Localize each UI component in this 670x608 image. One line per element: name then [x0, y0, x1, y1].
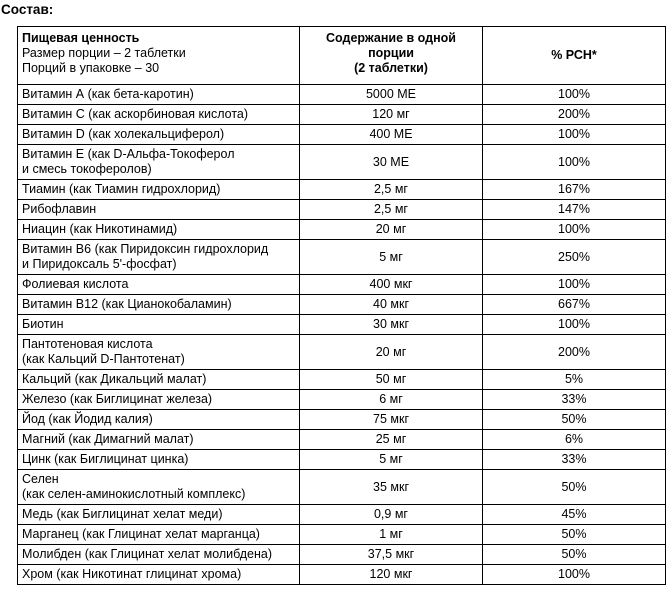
nutrient-amount: 2,5 мг — [300, 200, 483, 220]
header-amount-per-serving — [300, 27, 483, 85]
nutrient-name — [18, 410, 300, 430]
nutrient-name — [18, 525, 300, 545]
nutrient-name-line: (как селен-аминокислотный комплекс) — [22, 487, 246, 501]
nutrient-percent: 50% — [483, 410, 666, 430]
nutrient-name — [18, 505, 300, 525]
table-row — [18, 220, 666, 240]
nutrient-name-line: (как Кальций D-Пантотенат) — [22, 352, 185, 366]
nutrient-percent: 167% — [483, 180, 666, 200]
nutrient-amount: 30 мкг — [300, 315, 483, 335]
nutrient-name-line: Витамин А (как бета-каротин) — [22, 87, 194, 101]
nutrient-name-line: Пантотеновая кислота — [22, 337, 153, 351]
header-line: порции — [368, 46, 414, 60]
table-row — [18, 505, 666, 525]
nutrient-percent: 50% — [483, 525, 666, 545]
nutrient-amount: 50 мг — [300, 370, 483, 390]
nutrient-percent: 147% — [483, 200, 666, 220]
nutrient-percent: 45% — [483, 505, 666, 525]
nutrient-name-line: Магний (как Димагний малат) — [22, 432, 194, 446]
header-line: Пищевая ценность — [22, 31, 140, 45]
nutrient-percent: 33% — [483, 450, 666, 470]
nutrient-name — [18, 565, 300, 585]
nutrient-name — [18, 335, 300, 370]
nutrient-percent: 33% — [483, 390, 666, 410]
nutrient-percent: 50% — [483, 470, 666, 505]
table-header-row — [18, 27, 666, 85]
nutrient-percent: 100% — [483, 220, 666, 240]
nutrient-name — [18, 370, 300, 390]
nutrient-percent: 6% — [483, 430, 666, 450]
nutrient-amount: 1 мг — [300, 525, 483, 545]
nutrient-name — [18, 180, 300, 200]
nutrient-name — [18, 450, 300, 470]
header-line: Содержание в одной — [326, 31, 456, 45]
table-row — [18, 470, 666, 505]
table-row — [18, 410, 666, 430]
nutrient-name-line: Тиамин (как Тиамин гидрохлорид) — [22, 182, 221, 196]
nutrient-percent: 100% — [483, 145, 666, 180]
nutrient-percent: 667% — [483, 295, 666, 315]
table-row — [18, 370, 666, 390]
table-row — [18, 430, 666, 450]
nutrient-percent: 200% — [483, 335, 666, 370]
table-row — [18, 180, 666, 200]
table-row — [18, 545, 666, 565]
nutrient-name — [18, 275, 300, 295]
nutrient-name — [18, 545, 300, 565]
nutrient-amount: 20 мг — [300, 220, 483, 240]
nutrient-percent: 250% — [483, 240, 666, 275]
nutrient-name — [18, 85, 300, 105]
nutrient-name-line: Витамин С (как аскорбиновая кислота) — [22, 107, 249, 121]
nutrient-amount: 2,5 мг — [300, 180, 483, 200]
nutrient-name — [18, 125, 300, 145]
nutrient-name-line: Медь (как Биглицинат хелат меди) — [22, 507, 223, 521]
table-row — [18, 335, 666, 370]
nutrient-percent: 200% — [483, 105, 666, 125]
page-title: Состав: — [1, 2, 54, 17]
table-row — [18, 315, 666, 335]
nutrient-name — [18, 240, 300, 275]
nutrient-name-line: Фолиевая кислота — [22, 277, 129, 291]
nutrient-name-line: Йод (как Йодид калия) — [22, 412, 153, 426]
nutrient-name-line: Цинк (как Биглицинат цинка) — [22, 452, 189, 466]
table-row — [18, 200, 666, 220]
nutrient-name-line: Молибден (как Глицинат хелат молибдена) — [22, 547, 273, 561]
nutrient-name-line: Рибофлавин — [22, 202, 97, 216]
table-row — [18, 525, 666, 545]
nutrient-name-line: Витамин D (как холекальциферол) — [22, 127, 225, 141]
header-line: (2 таблетки) — [354, 61, 428, 75]
nutrient-amount: 120 мкг — [300, 565, 483, 585]
table-row — [18, 145, 666, 180]
nutrient-name-line: Витамин В12 (как Цианокобаламин) — [22, 297, 232, 311]
nutrient-name — [18, 220, 300, 240]
table-row — [18, 450, 666, 470]
nutrient-name-line: Железо (как Биглицинат железа) — [22, 392, 213, 406]
nutrient-amount: 400 мкг — [300, 275, 483, 295]
nutrient-amount: 6 мг — [300, 390, 483, 410]
nutrient-amount: 25 мг — [300, 430, 483, 450]
nutrient-amount: 37,5 мкг — [300, 545, 483, 565]
nutrient-name — [18, 200, 300, 220]
nutrient-percent: 100% — [483, 315, 666, 335]
nutrient-percent: 100% — [483, 125, 666, 145]
nutrient-amount: 5000 МЕ — [300, 85, 483, 105]
nutrient-amount: 0,9 мг — [300, 505, 483, 525]
nutrient-amount: 35 мкг — [300, 470, 483, 505]
nutrient-name-line: Селен — [22, 472, 59, 486]
nutrient-name — [18, 105, 300, 125]
nutrient-name — [18, 145, 300, 180]
nutrient-percent: 100% — [483, 565, 666, 585]
nutrient-name — [18, 390, 300, 410]
nutrient-name-line: Кальций (как Дикальций малат) — [22, 372, 207, 386]
header-nutrition-value — [18, 27, 300, 85]
nutrient-name — [18, 295, 300, 315]
nutrient-name — [18, 430, 300, 450]
table-row — [18, 105, 666, 125]
nutrient-amount: 5 мг — [300, 240, 483, 275]
table-row — [18, 275, 666, 295]
table-row — [18, 85, 666, 105]
nutrient-name-line: и смесь токоферолов) — [22, 162, 152, 176]
nutrient-amount: 75 мкг — [300, 410, 483, 430]
nutrient-name-line: Марганец (как Глицинат хелат марганца) — [22, 527, 260, 541]
nutrient-name — [18, 470, 300, 505]
nutrient-name-line: Хром (как Никотинат глицинат хрома) — [22, 567, 242, 581]
nutrient-percent: 100% — [483, 85, 666, 105]
nutrient-name — [18, 315, 300, 335]
nutrient-amount: 400 МЕ — [300, 125, 483, 145]
nutrient-name-line: Биотин — [22, 317, 64, 331]
header-line: Порций в упаковке – 30 — [22, 61, 160, 75]
nutrient-amount: 120 мг — [300, 105, 483, 125]
table-row — [18, 125, 666, 145]
table-row — [18, 390, 666, 410]
header-percent-rda: % РСН* — [483, 27, 666, 85]
nutrient-amount: 5 мг — [300, 450, 483, 470]
nutrient-amount: 20 мг — [300, 335, 483, 370]
nutrient-amount: 30 МЕ — [300, 145, 483, 180]
table-row — [18, 565, 666, 585]
nutrient-percent: 50% — [483, 545, 666, 565]
nutrient-name-line: Ниацин (как Никотинамид) — [22, 222, 178, 236]
nutrient-percent: 5% — [483, 370, 666, 390]
nutrient-amount: 40 мкг — [300, 295, 483, 315]
header-line: Размер порции – 2 таблетки — [22, 46, 186, 60]
table-row — [18, 240, 666, 275]
nutrient-percent: 100% — [483, 275, 666, 295]
nutrition-table — [17, 26, 666, 585]
nutrient-name-line: и Пиридоксаль 5'-фосфат) — [22, 257, 177, 271]
table-row — [18, 295, 666, 315]
nutrient-name-line: Витамин В6 (как Пиридоксин гидрохлорид — [22, 242, 269, 256]
nutrient-name-line: Витамин Е (как D-Альфа-Токоферол — [22, 147, 235, 161]
